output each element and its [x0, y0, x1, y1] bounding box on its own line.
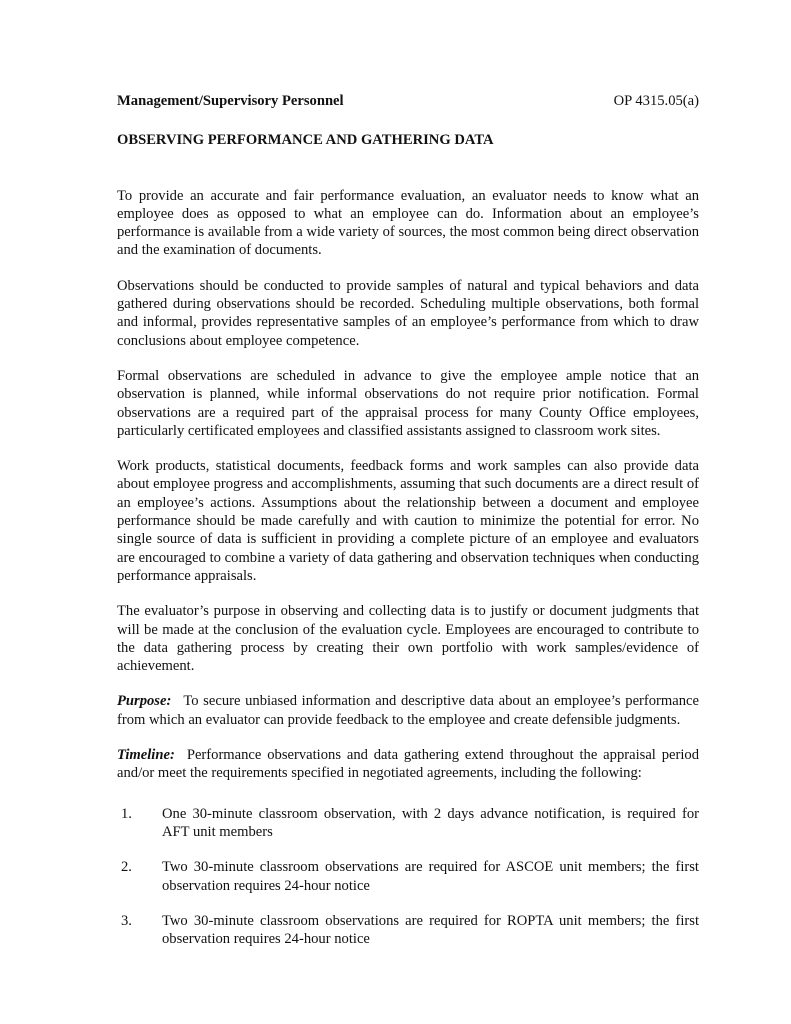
paragraph-evaluator-purpose: The evaluator’s purpose in observing and collecting data is to justify or document judgments that will be made at the conclusion of the evaluation cycle. Employees are encouraged to contribute to the data gathering process by creating their own portfolio with work samples/evidence of achievement. [117, 603, 699, 675]
policy-code: OP 4315.05(a) [613, 93, 699, 109]
paragraph-observations: Observations should be conducted to provide samples of natural and typical behaviors and data gathered during observations should be recorded. Scheduling multiple observations, both formal and informal, provides representative samples of an employee’s performance from which to draw conclusions about employee competence. [117, 277, 699, 349]
list-item [117, 912, 699, 949]
purpose-text: To secure unbiased information and descriptive data about an employee’s performance from which an evaluator can provide feedback to the employee and create defensible judgments. [117, 693, 699, 728]
document-page [117, 92, 699, 965]
timeline-text: Performance observations and data gathering extend throughout the appraisal period and/or meet the requirements specified in negotiated agreements, including the following: [117, 747, 699, 782]
timeline-label: Timeline: [117, 747, 175, 764]
section-heading: Management/Supervisory Personnel [117, 93, 344, 109]
list-item-text: One 30-minute classroom observation, with 2 days advance notification, is required for AFT unit members [162, 805, 699, 840]
purpose-paragraph [117, 692, 699, 729]
timeline-paragraph [117, 746, 699, 783]
paragraph-intro: To provide an accurate and fair performance evaluation, an evaluator needs to know what an employee does as opposed to what an employee can do. Information about an employee’s performance is available from a wide variety of sources, the most common being direct observation and the examination of documents. [117, 187, 699, 259]
list-item [117, 858, 699, 895]
paragraph-formal-observations: Formal observations are scheduled in advance to give the employee ample notice that an observation is planned, while informal observations do not require prior notification. Formal observations are a required part of the appraisal process for many County Office employees, particularly certificated employees and classified assistants assigned to classroom work sites. [117, 367, 699, 439]
list-item-number: 2. [121, 859, 132, 876]
requirements-list [117, 805, 699, 949]
list-item-number: 3. [121, 912, 132, 929]
list-item-text: Two 30-minute classroom observations are required for ROPTA unit members; the first observation requires 24-hour notice [162, 912, 699, 948]
document-header [117, 92, 699, 110]
list-item [117, 805, 699, 842]
purpose-label: Purpose: [117, 693, 172, 710]
list-item-text: Two 30-minute classroom observations are required for ASCOE unit members; the first observation requires 24-hour notice [162, 859, 699, 894]
paragraph-work-products: Work products, statistical documents, feedback forms and work samples can also provide data about employee progress and accomplishments, assuming that such documents are a direct result of an employee’s actions. Assumptions about the relationship between a document and employee performance should be made carefully and with caution to minimize the potential for error. No single source of data is sufficient in providing a complete picture of an employee and evaluators are encouraged to combine a variety of data gathering and observation techniques when conducting performance appraisals. [117, 458, 699, 584]
page-title: OBSERVING PERFORMANCE AND GATHERING DATA [117, 132, 494, 149]
list-item-number: 1. [121, 805, 132, 822]
